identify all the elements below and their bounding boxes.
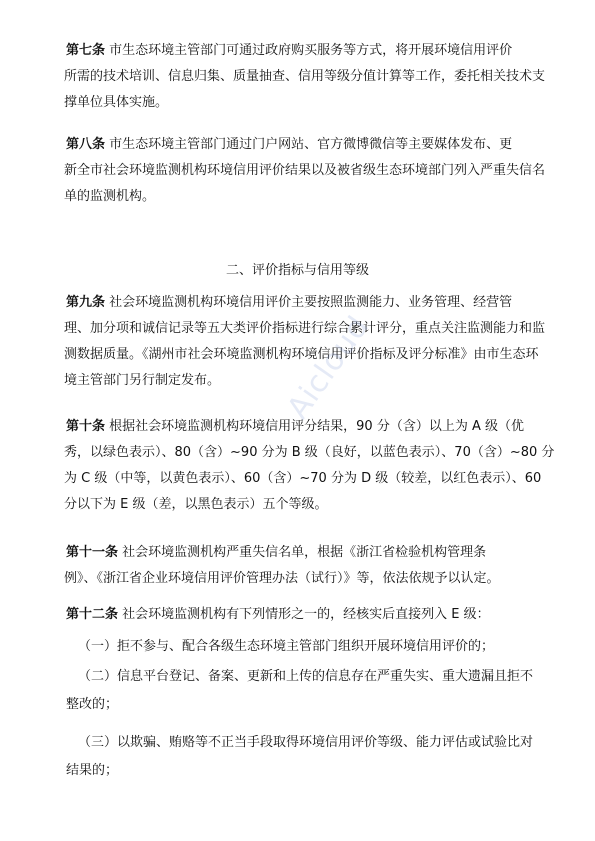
article-7-line-1: 市生态环境主管部门可通过政府购买服务等方式，将开展环境信用评价 (109, 43, 513, 58)
article-8-line-2: 新全市社会环境监测机构环境信用评价结果以及被省级生态环境部门列入严重失信名 (64, 163, 546, 178)
article-7-label: 第七条 (66, 43, 106, 58)
article-9-line-2: 理、加分项和诚信记录等五大类评价指标进行综合累计评分，重点关注监测能力和监 (64, 321, 546, 336)
article-11 (66, 540, 562, 592)
watermark-logo: Aicloud (280, 309, 377, 426)
article-9-label: 第九条 (66, 295, 106, 310)
article-10 (66, 414, 562, 518)
article-10-line-4: 分以下为 E 级（差，以黑色表示）五个等级。 (64, 497, 328, 512)
article-10-line-2: 秀，以绿色表示）、80（含）~90 分为 B 级（良好，以蓝色表示）、70（含）~80 分 (64, 445, 555, 460)
article-8-line-3: 单的监测机构。 (64, 189, 156, 204)
article-8-line-1: 市生态环境主管部门通过门户网站、官方微博微信等主要媒体发布、更 (109, 137, 513, 152)
article-11-label: 第十一条 (66, 545, 119, 560)
article-9-line-4: 境主管部门另行制定发布。 (64, 373, 221, 388)
article-12 (66, 602, 562, 628)
article-10-label: 第十条 (66, 419, 106, 434)
article-12-label: 第十二条 (66, 607, 119, 622)
article-11-line-2: 例》、《浙江省企业环境信用评价管理办法（试行）》等，依法依规予以认定。 (64, 571, 500, 586)
section-heading: 二、评价指标与信用等级 (225, 263, 369, 278)
article-8-label: 第八条 (66, 137, 106, 152)
article-7-line-2: 所需的技术培训、信息归集、质量抽查、信用等级分值计算等工作，委托相关技术支 (64, 69, 546, 84)
list-item-2-line-1: （二）信息平台登记、备案、更新和上传的信息存在严重失实、重大遗漏且拒不 (78, 669, 534, 684)
article-10-line-3: 为 C 级（中等，以黄色表示）、60（含）~70 分为 D 级（较差，以红色表示）、60 (64, 471, 542, 486)
list-item-2-line-2: 整改的； (66, 697, 119, 712)
list-item-1: （一）拒不参与、配合各级生态环境主管部门组织开展环境信用评价的； (78, 639, 495, 654)
article-9-line-1: 社会环境监测机构环境信用评价主要按照监测能力、业务管理、经营管 (109, 295, 513, 310)
article-8 (66, 132, 562, 210)
list-item-3-line-1: （三）以欺骗、贿赂等不正当手段取得环境信用评价等级、能力评估或试验比对 (78, 735, 534, 750)
article-11-line-1: 社会环境监测机构严重失信名单，根据《浙江省检验机构管理条 (122, 545, 487, 560)
article-9-line-3: 测数据质量。《湖州市社会环境监测机构环境信用评价指标及评分标准》由市生态环 (64, 347, 539, 362)
article-7-line-3: 撑单位具体实施。 (64, 95, 169, 110)
article-10-line-1: 根据社会环境监测机构环境信用评分结果，90 分（含）以上为 A 级（优 (109, 419, 524, 434)
article-7 (66, 38, 562, 116)
article-12-line-1: 社会环境监测机构有下列情形之一的，经核实后直接列入 E 级： (122, 607, 490, 622)
list-item-3-line-2: 结果的； (66, 763, 119, 778)
